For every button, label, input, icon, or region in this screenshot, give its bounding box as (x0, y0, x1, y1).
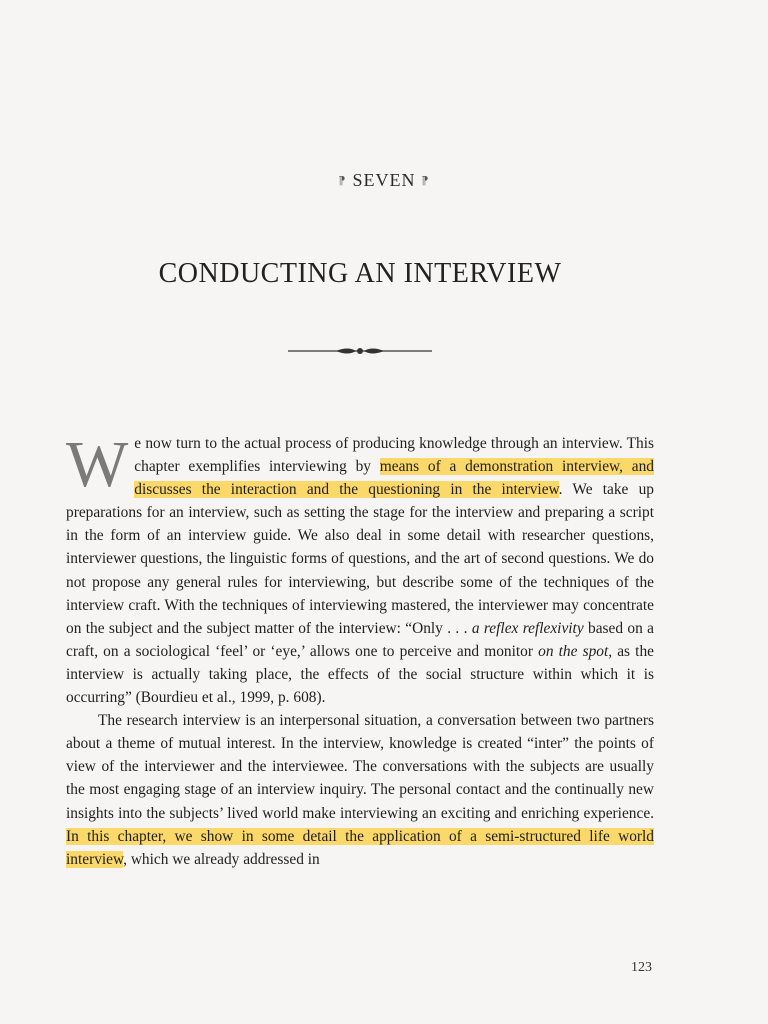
chapter-title: CONDUCTING AN INTERVIEW (158, 258, 562, 289)
chapter-number-text: SEVEN (352, 170, 416, 190)
paragraph-1 (66, 428, 655, 709)
ornament-right-icon: ⁋ (421, 175, 430, 187)
chapter-body (66, 428, 655, 871)
ornament-left-icon: ⁋ (338, 175, 347, 187)
paragraph-2-text-a: The research interview is an interpersonal situation, a conversation between two partners about a theme of mutual interest. In the interview, knowledge is created “inter” the points of view of the interviewer and the interviewee. The conversations with the subjects are usually the most engaging stage of an interview inquiry. The personal contact and the continually new insights into the subjects’ lived world make interviewing an exciting and enriching experience. (66, 712, 654, 822)
highlighted-text-2: In this chapter, we show in some detail the application of a semi-structured life world interview (66, 827, 654, 868)
page-number: 123 (631, 960, 652, 975)
drop-cap: W (66, 428, 129, 501)
chapter-number (0, 170, 768, 191)
paragraph-2 (66, 709, 654, 871)
emphasis-on-the-spot: on the spot, (538, 642, 613, 660)
paragraph-1-text-b: . We take up preparations for an interview, such as setting the stage for the interview and preparing a script in the form of an interview guide. We also deal in some detail with researcher questions, interviewer questions, the linguistic forms of questions, and the art of second questions. We do not propose any general rules for interviewing, but describe some of the techniques of the interview craft. With the techniques of interviewing mastered, the interviewer may concentrate on the subject and the subject matter of the interview: “Only . . . (66, 481, 654, 637)
paragraph-2-text-b: , which we already addressed in (123, 850, 320, 868)
highlighted-text-1: means of a demonstration interview, and discusses the interaction and the questioning in the interview (134, 458, 655, 499)
ornamental-divider-icon (288, 342, 432, 360)
paragraph-1-text-c: based on a craft, on a sociological ‘feel’ or ‘eye,’ allows one to perceive and monitor (66, 619, 654, 660)
paragraph-1-text-a: e now turn to the actual process of producing knowledge through an interview. This chapter exemplifies interviewing by (134, 435, 654, 476)
emphasis-reflex-reflexivity: a reflex reflexivity (471, 619, 584, 637)
paragraph-1-text-d: as the interview is actually taking place, the effects of the social structure within which it is occurring” (Bourdieu et al., 1999, p. 608). (66, 642, 654, 707)
